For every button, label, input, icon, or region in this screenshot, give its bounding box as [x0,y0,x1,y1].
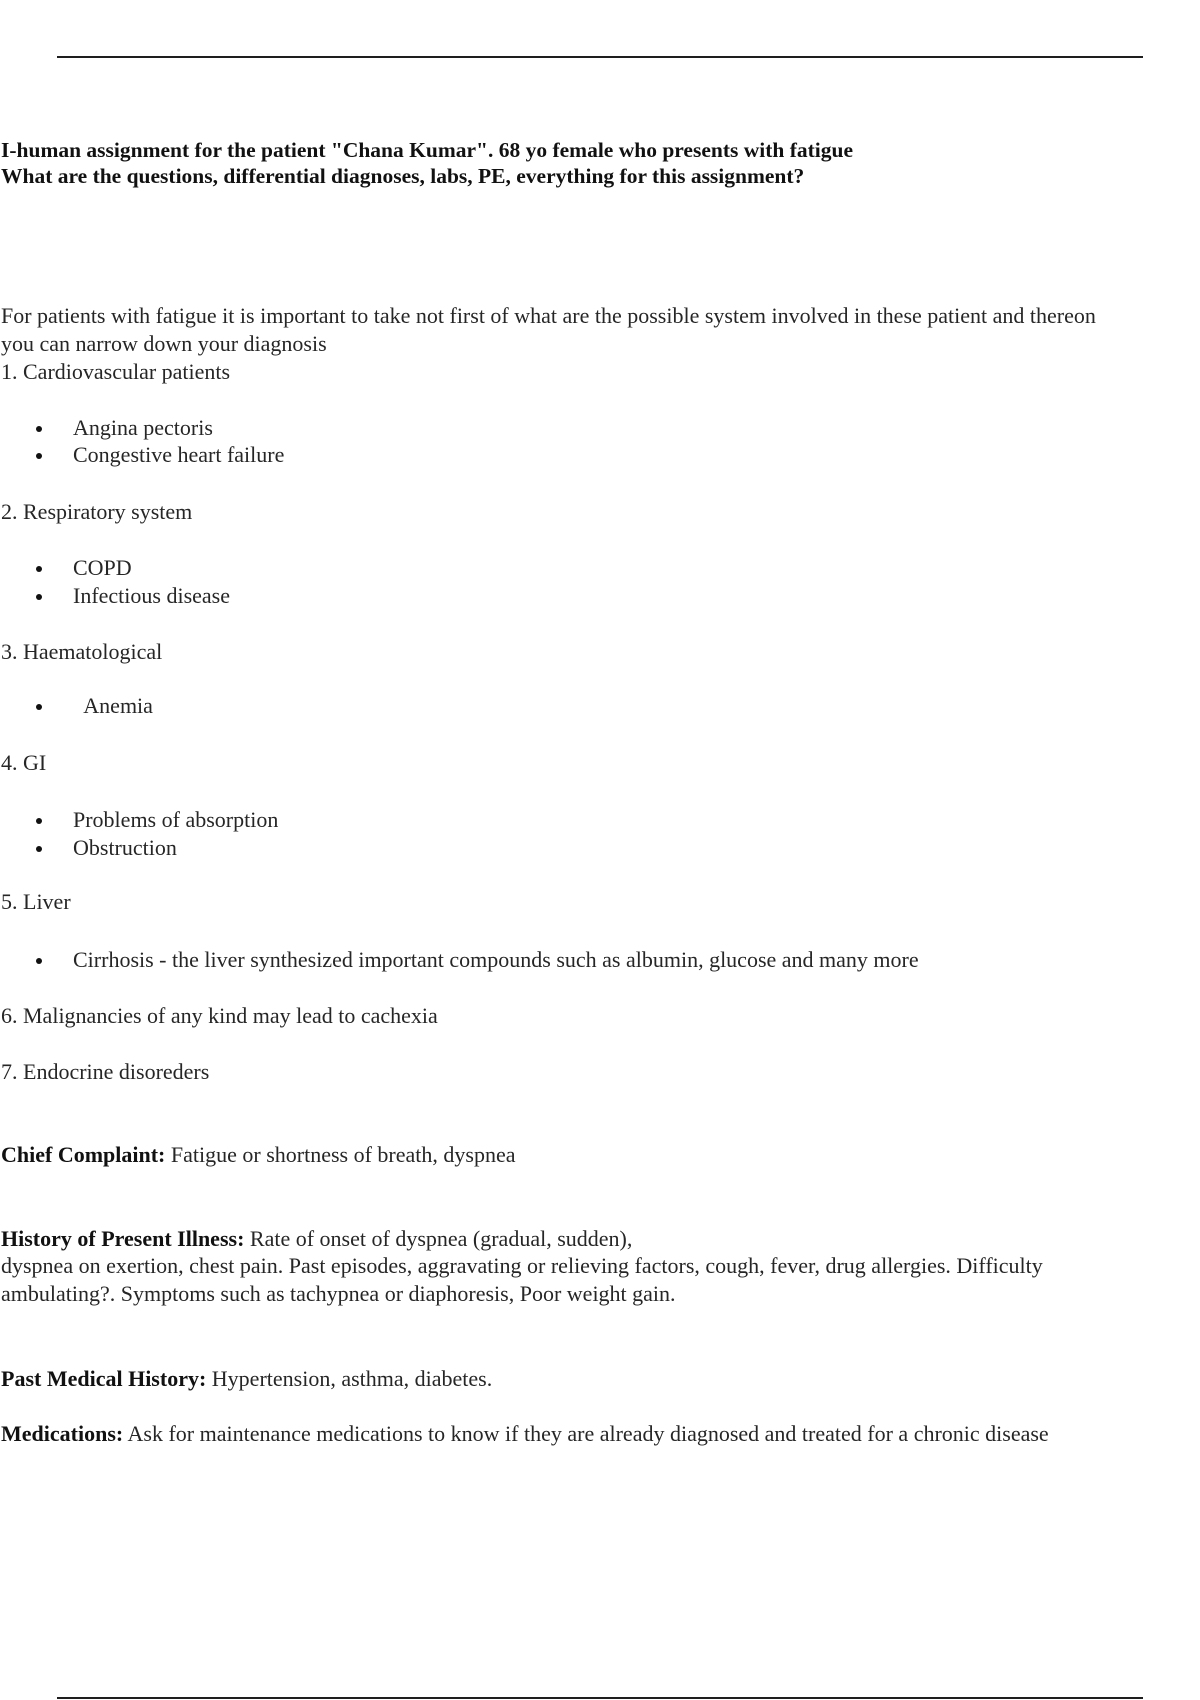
system-heading-respiratory: 2. Respiratory system [1,499,193,524]
list-item-text: Cirrhosis - the liver synthesized important compounds such as albumin, glucose and many more [73,947,919,972]
title-line-1: I-human assignment for the patient "Chana Kumar". 68 yo female who presents with fatigue [1,138,854,162]
pmh-text: Hypertension, asthma, diabetes. [206,1366,493,1391]
system-heading-cardiovascular: 1. Cardiovascular patients [1,359,231,384]
hpi-text-1: Rate of onset of dyspnea (gradual, sudden), [244,1226,633,1251]
list-item-text: Obstruction [73,835,177,860]
system-heading-haematological: 3. Haematological [1,639,163,664]
bullet-icon [36,846,42,852]
bullet-icon [36,426,42,432]
system-heading-malignancies: 6. Malignancies of any kind may lead to cachexia [1,1003,438,1028]
top-divider [57,56,1143,58]
bullet-icon [36,594,42,600]
medications-label: Medications: [1,1421,124,1446]
chief-complaint [1,1141,515,1169]
intro-line-2: you can narrow down your diagnosis [1,331,327,356]
list-item-text: Infectious disease [73,583,230,608]
bullet-icon [36,704,42,710]
system-heading-gi: 4. GI [1,750,47,775]
hpi-line-3: ambulating?. Symptoms such as tachypnea or diaphoresis, Poor weight gain. [1,1281,676,1306]
list-item-text: Angina pectoris [73,415,213,440]
list-item-text: Anemia [79,693,153,718]
hpi-line-2: dyspnea on exertion, chest pain. Past episodes, aggravating or relieving factors, cough, fever, drug allergies. Difficulty [1,1253,1043,1278]
chief-complaint-label: Chief Complaint: [1,1142,166,1167]
system-heading-liver: 5. Liver [1,889,71,914]
bullet-icon [36,958,42,964]
intro-line-1: For patients with fatigue it is important to take not first of what are the possible system involved in these patient and thereon [1,303,1096,328]
hpi-label: History of Present Illness: [1,1226,245,1251]
past-medical-history [1,1365,492,1393]
title-line-2: What are the questions, differential diagnoses, labs, PE, everything for this assignment? [1,164,805,188]
chief-complaint-text: Fatigue or shortness of breath, dyspnea [165,1142,516,1167]
medications [1,1420,1049,1448]
system-heading-endocrine: 7. Endocrine disoreders [1,1059,210,1084]
hpi-line-1 [1,1225,632,1253]
list-item-text: COPD [73,555,132,580]
list-item-text: Congestive heart failure [73,442,285,467]
bullet-icon [36,818,42,824]
medications-text: Ask for maintenance medications to know if they are already diagnosed and treated for a chronic disease [123,1421,1049,1446]
pmh-label: Past Medical History: [1,1366,207,1391]
bottom-divider [57,1697,1143,1699]
bullet-icon [36,566,42,572]
bullet-icon [36,453,42,459]
list-item-text: Problems of absorption [73,807,279,832]
